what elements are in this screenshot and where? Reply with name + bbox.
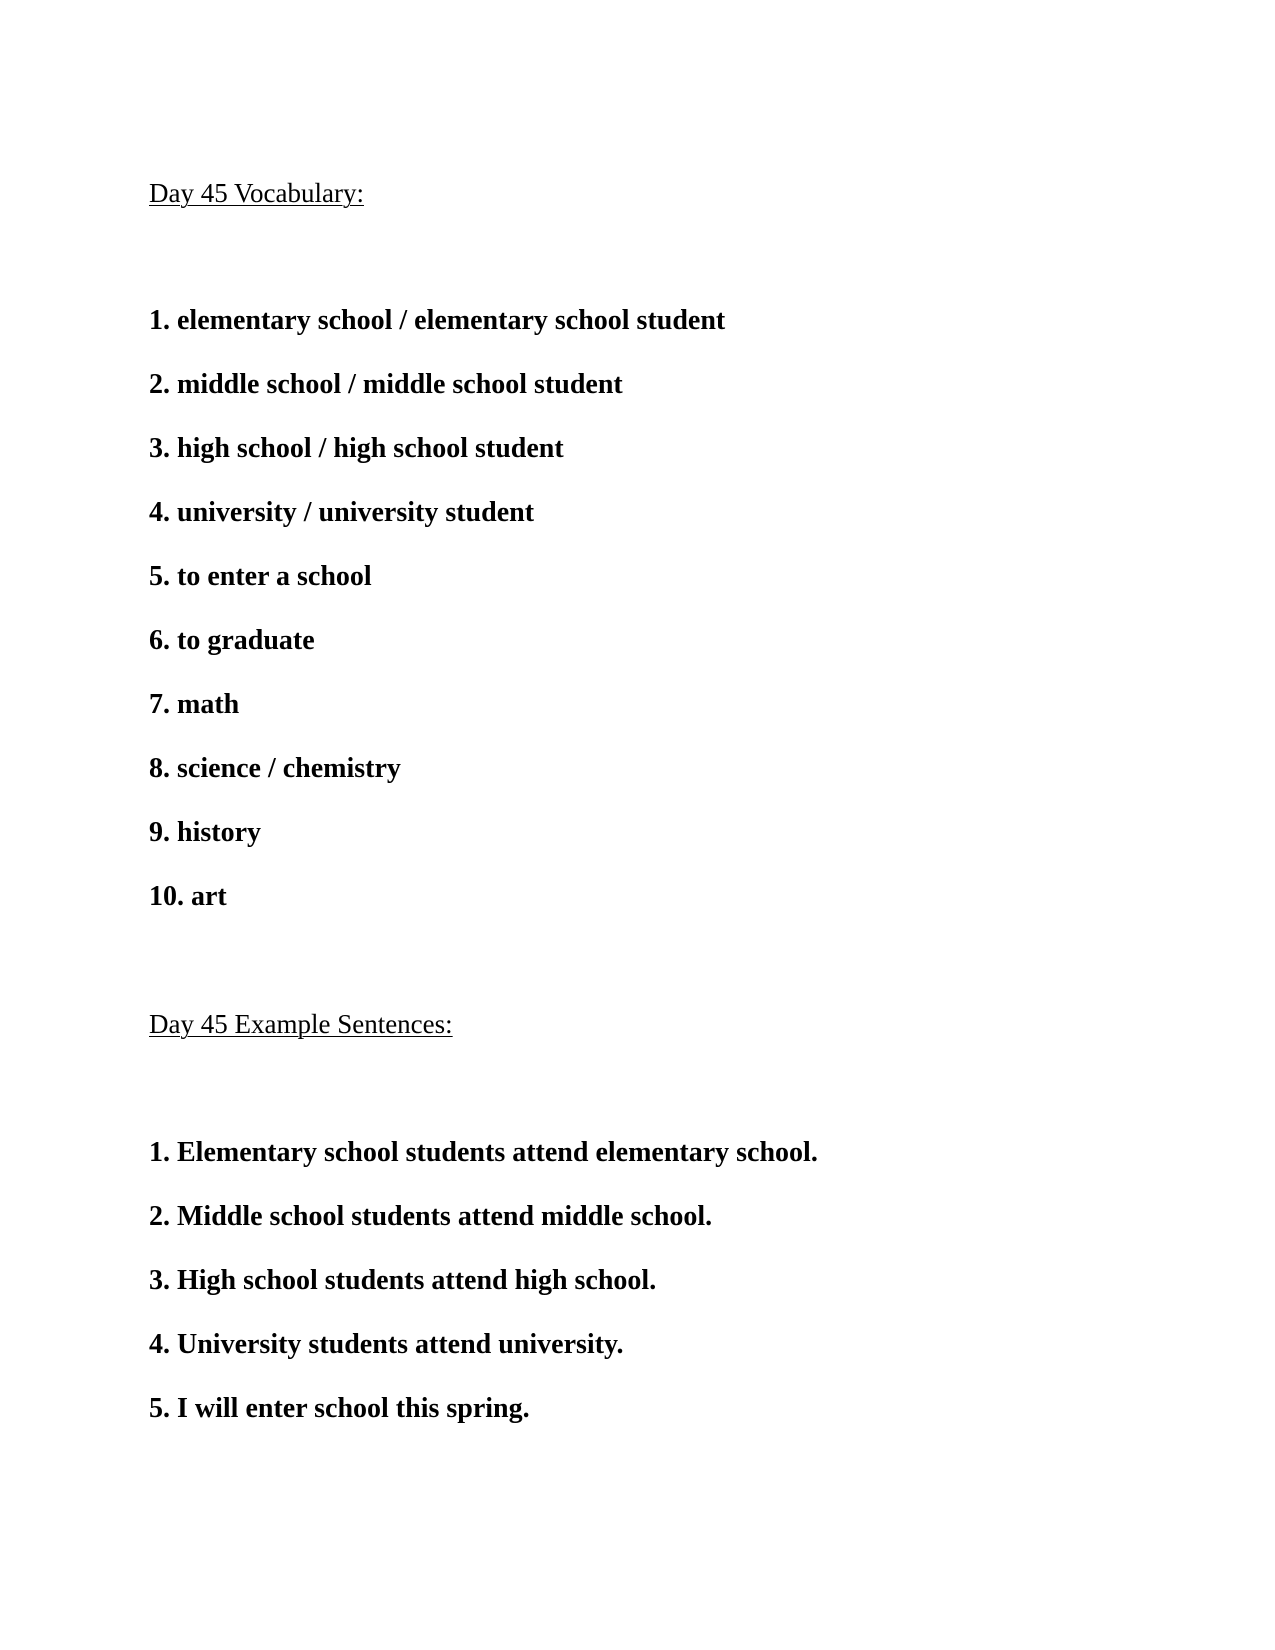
vocabulary-item: 5. to enter a school [149,561,372,592]
vocabulary-heading: Day 45 Vocabulary: [149,178,364,208]
vocabulary-item: 10. art [149,881,227,912]
example-sentence: 5. I will enter school this spring. [149,1393,530,1424]
vocabulary-item: 7. math [149,689,240,720]
vocabulary-item: 1. elementary school / elementary school student [149,305,726,336]
example-sentences-list [149,1139,818,1459]
example-sentence: 1. Elementary school students attend elementary school. [149,1137,818,1168]
vocabulary-item: 8. science / chemistry [149,753,401,784]
example-sentences-heading: Day 45 Example Sentences: [149,1009,453,1039]
vocabulary-item: 3. high school / high school student [149,433,564,464]
vocabulary-item: 9. history [149,817,261,848]
example-sentence: 4. University students attend university. [149,1329,624,1360]
example-sentence: 3. High school students attend high school. [149,1265,657,1296]
vocabulary-list [149,307,725,947]
example-sentence: 2. Middle school students attend middle school. [149,1201,713,1232]
vocabulary-item: 6. to graduate [149,625,315,656]
vocabulary-item: 4. university / university student [149,497,535,528]
vocabulary-item: 2. middle school / middle school student [149,369,623,400]
